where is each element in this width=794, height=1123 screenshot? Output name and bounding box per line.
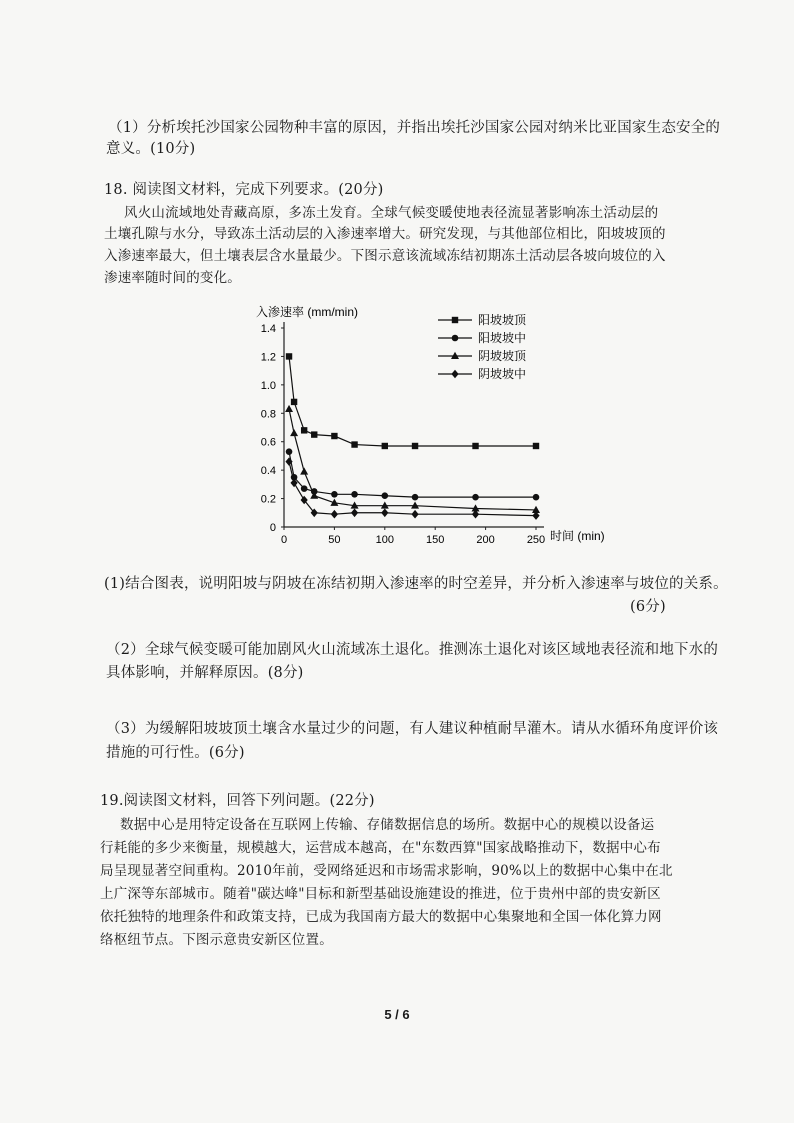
data-point-diamond bbox=[381, 508, 388, 517]
q18-material-line2: 土壤孔隙与水分，导致冻土活动层的入渗速率增大。研究发现，与其他部位相比，阳坡坡顶的 bbox=[104, 226, 666, 242]
data-point-circle bbox=[452, 335, 459, 342]
q18-material-line4: 渗速率随时间的变化。 bbox=[104, 270, 241, 286]
legend-item bbox=[438, 348, 527, 363]
legend-label: 阳坡坡顶 bbox=[478, 313, 527, 327]
data-point-diamond bbox=[411, 510, 418, 519]
x-tick-label: 200 bbox=[476, 534, 495, 546]
y-tick-label: 0.6 bbox=[260, 436, 276, 449]
legend-label: 阴坡坡中 bbox=[478, 367, 527, 381]
q18-part3-line2: 措施的可行性。(6分) bbox=[106, 745, 245, 761]
data-point-square bbox=[291, 399, 297, 405]
y-axis-label: 入渗速率 (mm/min) bbox=[256, 305, 358, 319]
y-tick-label: 0.8 bbox=[260, 408, 276, 421]
q18-part2-line1: （2）全球气候变暖可能加剧风火山流域冻土退化。推测冻土退化对该区域地表径流和地下水的 bbox=[106, 642, 719, 658]
legend-item bbox=[438, 312, 527, 327]
x-tick-label: 100 bbox=[375, 534, 394, 546]
data-point-square bbox=[286, 353, 292, 359]
data-point-triangle bbox=[451, 352, 459, 359]
data-point-square bbox=[412, 443, 418, 449]
y-tick-label: 0 bbox=[269, 522, 276, 534]
data-point-square bbox=[331, 433, 337, 439]
series-diamond bbox=[285, 457, 539, 520]
series-line bbox=[289, 452, 536, 497]
data-point-square bbox=[351, 441, 357, 447]
data-point-square bbox=[382, 443, 388, 449]
data-point-circle bbox=[286, 448, 293, 455]
q17-part1-line1: （1）分析埃托沙国家公园物种丰富的原因，并指出埃托沙国家公园对纳米比亚国家生态安全的 bbox=[108, 120, 721, 136]
legend-label: 阴坡坡顶 bbox=[478, 349, 527, 363]
q18-part3-line1: （3）为缓解阳坡坡顶土壤含水量过少的问题，有人建议种植耐旱灌木。请从水循环角度评价该 bbox=[106, 721, 719, 737]
data-point-circle bbox=[472, 494, 479, 501]
q19-heading: 19.阅读图文材料，回答下列问题。(22分) bbox=[100, 793, 375, 809]
q19-material-line3: 局呈现显著空间重构。2010年前，受网络延迟和市场需求影响，90%以上的数据中心集中在北 bbox=[100, 863, 673, 879]
x-tick-label: 50 bbox=[328, 534, 341, 546]
data-point-square bbox=[452, 317, 458, 323]
q17-part1-line2: 意义。(10分) bbox=[106, 141, 196, 157]
y-tick-label: 0.4 bbox=[260, 465, 276, 478]
data-point-triangle bbox=[300, 467, 308, 474]
data-point-diamond bbox=[451, 370, 458, 379]
data-point-diamond bbox=[351, 508, 358, 517]
series-circle bbox=[286, 448, 540, 500]
q19-material-line2: 行耗能的多少来衡量，规模越大，运营成本越高，在"东数西算"国家战略推动下，数据中心布 bbox=[100, 840, 661, 856]
data-point-circle bbox=[533, 494, 540, 501]
infiltration-rate-chart bbox=[240, 292, 630, 552]
y-tick-label: 1.2 bbox=[260, 351, 276, 364]
data-point-diamond bbox=[331, 510, 338, 519]
data-point-circle bbox=[351, 491, 358, 498]
q19-material-line5: 依托独特的地理条件和政策支持，已成为我国南方最大的数据中心集聚地和全国一体化算力网 bbox=[100, 909, 662, 925]
x-tick-label: 150 bbox=[426, 534, 445, 546]
q19-material-line1: 数据中心是用特定设备在互联网上传输、存储数据信息的场所。数据中心的规模以设备运 bbox=[120, 817, 655, 833]
x-tick-label: 0 bbox=[280, 534, 288, 546]
data-point-circle bbox=[382, 492, 389, 499]
q18-part2-line2: 具体影响，并解释原因。(8分) bbox=[106, 665, 304, 681]
data-point-triangle bbox=[285, 405, 293, 412]
legend-label: 阳坡坡中 bbox=[478, 331, 527, 345]
q18-part1-line1: (1)结合图表，说明阳坡与阴坡在冻结初期入渗速率的时空差异，并分析入渗速率与坡位的关系。 bbox=[104, 576, 728, 592]
q18-part1-score: (6分) bbox=[630, 599, 666, 615]
q19-material-line6: 络枢纽节点。下图示意贵安新区位置。 bbox=[100, 932, 333, 948]
data-point-circle bbox=[301, 485, 308, 492]
legend-item bbox=[438, 330, 526, 345]
legend-item bbox=[438, 366, 526, 381]
q18-material-line1: 风火山流域地处青藏高原，多冻土发育。全球气候变暖使地表径流显著影响冻土活动层的 bbox=[124, 205, 659, 221]
x-tick-label: 250 bbox=[526, 534, 546, 546]
data-point-circle bbox=[412, 494, 419, 501]
q18-material-line3: 入渗速率最大，但土壤表层含水量最少。下图示意该流域冻结初期冻土活动层各坡向坡位的入 bbox=[104, 248, 666, 264]
data-point-triangle bbox=[290, 429, 298, 436]
y-tick-label: 0.2 bbox=[260, 493, 276, 506]
x-axis-label: 时间 (min) bbox=[550, 529, 605, 543]
data-point-square bbox=[311, 431, 317, 437]
data-point-circle bbox=[331, 491, 338, 498]
series-line bbox=[289, 409, 536, 510]
y-tick-label: 1.0 bbox=[260, 379, 276, 392]
data-point-square bbox=[301, 427, 307, 433]
data-point-square bbox=[533, 443, 539, 449]
data-point-square bbox=[472, 443, 478, 449]
q19-material-line4: 上广深等东部城市。随着"碳达峰"目标和新型基础设施建设的推进，位于贵州中部的贵安新区 bbox=[100, 886, 661, 902]
y-tick-label: 1.4 bbox=[260, 323, 276, 335]
page-number: 5 / 6 bbox=[384, 1007, 410, 1022]
q18-heading: 18. 阅读图文材料，完成下列要求。(20分) bbox=[104, 182, 384, 198]
